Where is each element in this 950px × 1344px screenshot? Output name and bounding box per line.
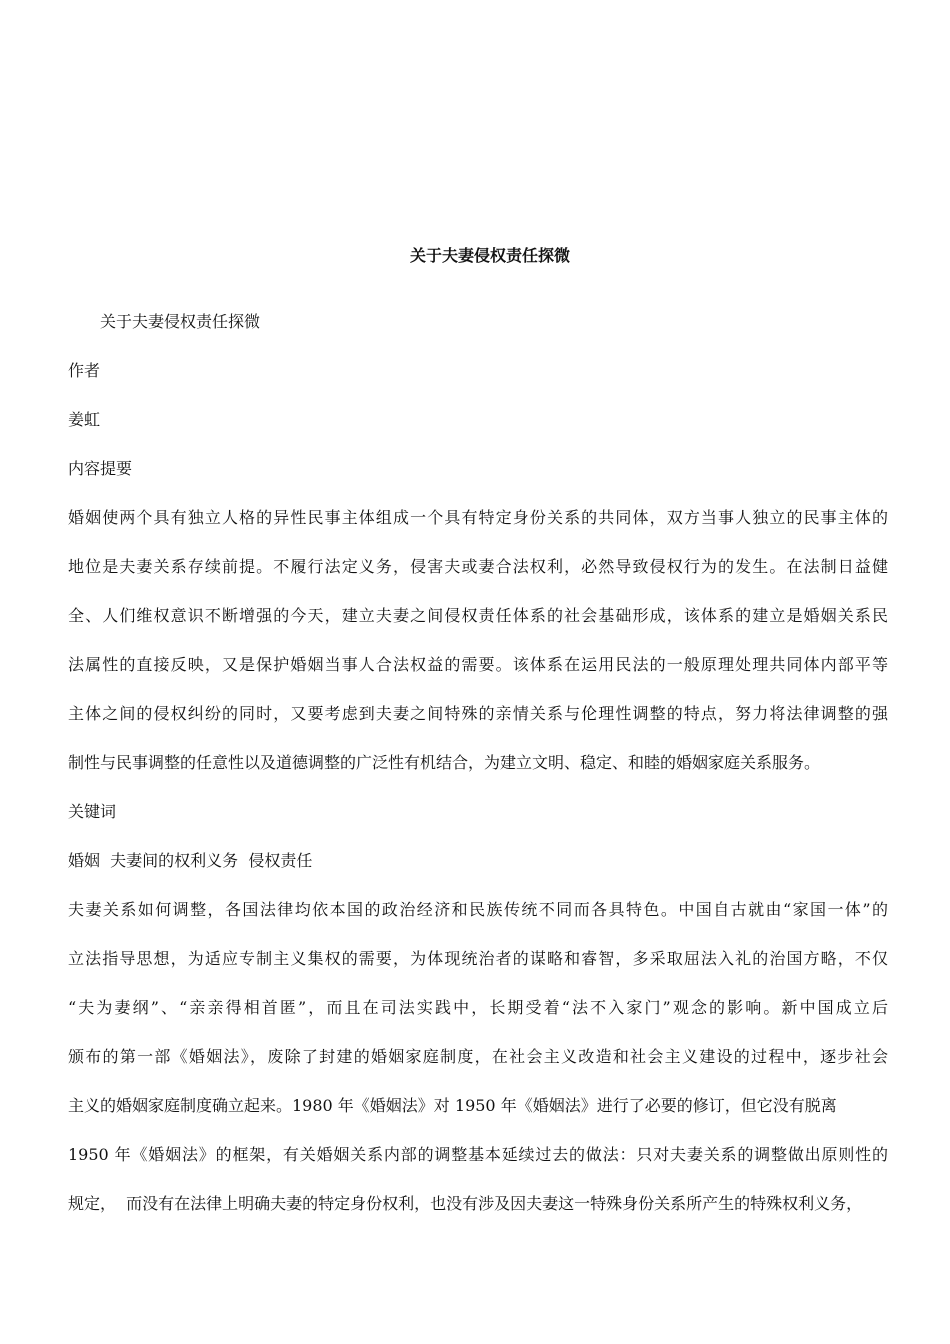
document-content: [68, 310, 888, 1241]
abstract-line: 制性与民事调整的任意性以及道德调整的广泛性有机结合，为建立文明、稳定、和睦的婚姻家庭关系服务。: [68, 753, 821, 772]
body-line: 1950 年《婚姻法》的框架，有关婚姻关系内部的调整基本延续过去的做法：只对夫妻关系的调整做出原则性的: [68, 1145, 888, 1164]
keywords-list: 婚姻 夫妻间的权利义务 侵权责任: [68, 851, 313, 870]
keywords-label: 关键词: [68, 802, 117, 821]
document-title: 关于夫妻侵权责任探微: [409, 246, 570, 265]
abstract-label: 内容提要: [68, 459, 133, 478]
abstract-line: 主体之间的侵权纠纷的同时，又要考虑到夫妻之间特殊的亲情关系与伦理性调整的特点，努力将法律调整的强: [68, 704, 888, 723]
author-label: 作者: [68, 361, 101, 380]
body-line: “夫为妻纲”、“亲亲得相首匿”，而且在司法实践中，长期受着“法不入家门”观念的影响。新中国成立后: [68, 998, 888, 1017]
abstract-line: 全、人们维权意识不断增强的今天，建立夫妻之间侵权责任体系的社会基础形成，该体系的建立是婚姻关系民: [68, 606, 888, 625]
abstract-line: 婚姻使两个具有独立人格的异性民事主体组成一个具有特定身份关系的共同体，双方当事人独立的民事主体的: [68, 508, 888, 527]
body-line: 主义的婚姻家庭制度确立起来。1980 年《婚姻法》对 1950 年《婚姻法》进行了必要的修订，但它没有脱离: [68, 1096, 837, 1115]
abstract-line: 法属性的直接反映，又是保护婚姻当事人合法权益的需要。该体系在运用民法的一般原理处理共同体内部平等: [68, 655, 888, 674]
body-line: 夫妻关系如何调整，各国法律均依本国的政治经济和民族传统不同而各具特色。中国自古就由“家国一体”的: [68, 900, 888, 919]
body-line: 规定， 而没有在法律上明确夫妻的特定身份权利，也没有涉及因夫妻这一特殊身份关系所产生的特殊权利义务，: [68, 1194, 863, 1213]
document-subtitle: 关于夫妻侵权责任探微: [100, 312, 261, 331]
abstract-line: 地位是夫妻关系存续前提。不履行法定义务，侵害夫或妻合法权利，必然导致侵权行为的发生。在法制日益健: [68, 557, 888, 576]
body-line: 立法指导思想，为适应专制主义集权的需要，为体现统治者的谋略和睿智，多采取屈法入礼的治国方略，不仅: [68, 949, 888, 968]
author-name: 姜虹: [68, 410, 101, 429]
body-line: 颁布的第一部《婚姻法》，废除了封建的婚姻家庭制度，在社会主义改造和社会主义建设的过程中，逐步社会: [68, 1047, 888, 1066]
